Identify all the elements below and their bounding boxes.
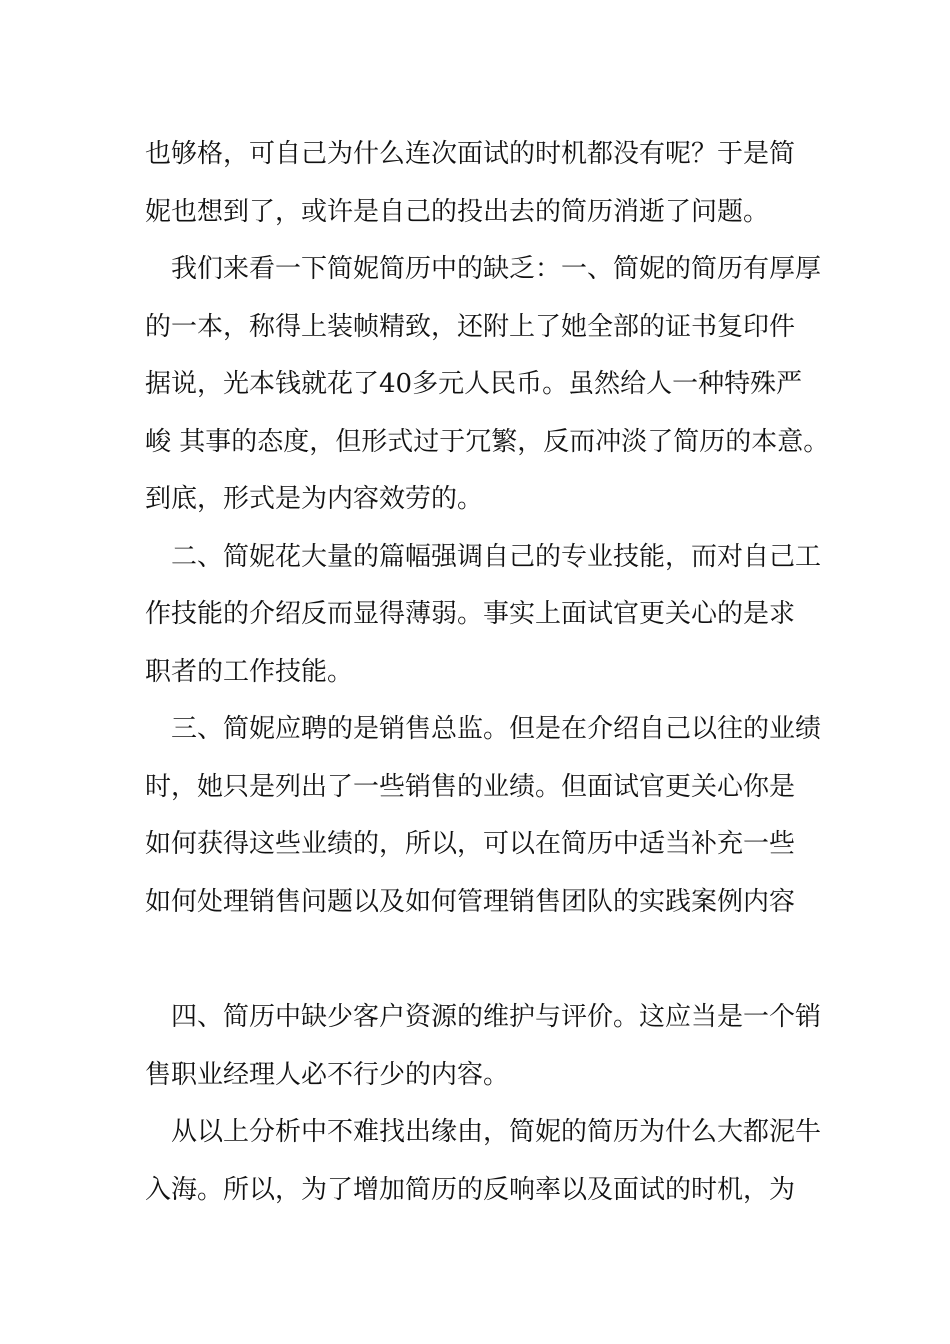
paragraph-line: 作技能的介绍反而显得薄弱。事实上面试官更关心的是求 [145, 599, 796, 629]
paragraph-line: 售职业经理人必不行少的内容。 [145, 1059, 510, 1090]
paragraph-line: 我们来看一下简妮简历中的缺乏：一、简妮的简历有厚厚 [171, 254, 822, 284]
blank-line [145, 931, 810, 989]
paragraph-line: 从以上分析中不难找出缘由，简妮的简历为什么大都泥牛 [171, 1117, 822, 1147]
paragraph-line: 时，她只是列出了一些销售的业绩。但面试官更关心你是 [145, 771, 796, 802]
paragraph-line: 峻 其事的态度，但形式过于冗繁，反而冲淡了简历的本意。 [145, 426, 830, 457]
document-body [145, 126, 830, 1219]
paragraph-line: 到底，形式是为内容效劳的。 [145, 484, 484, 514]
paragraph-line: 也够格，可自己为什么连次面试的时机都没有呢？于是简 [145, 139, 796, 169]
paragraph-line: 的一本，称得上装帧精致，还附上了她全部的证书复印件 [145, 311, 796, 342]
paragraph-line: 据说，光本钱就花了40多元人民币。虽然给人一种特殊严 [145, 369, 803, 399]
paragraph-line: 二、简妮花大量的篇幅强调自己的专业技能，而对自己工 [171, 541, 822, 572]
paragraph-line: 入海。所以，为了增加简历的反响率以及面试的时机，为 [145, 1174, 796, 1205]
paragraph-line: 职者的工作技能。 [145, 656, 354, 687]
paragraph-line: 妮也想到了，或许是自己的投出去的简历消逝了问题。 [145, 196, 770, 227]
paragraph-line: 如何处理销售问题以及如何管理销售团队的实践案例内容 [145, 886, 796, 917]
paragraph-line: 如何获得这些业绩的，所以，可以在简历中适当补充一些 [145, 829, 796, 859]
paragraph-line: 三、简妮应聘的是销售总监。但是在介绍自己以往的业绩 [171, 714, 822, 744]
paragraph-line: 四、简历中缺少客户资源的维护与评价。这应当是一个销 [171, 1002, 822, 1032]
